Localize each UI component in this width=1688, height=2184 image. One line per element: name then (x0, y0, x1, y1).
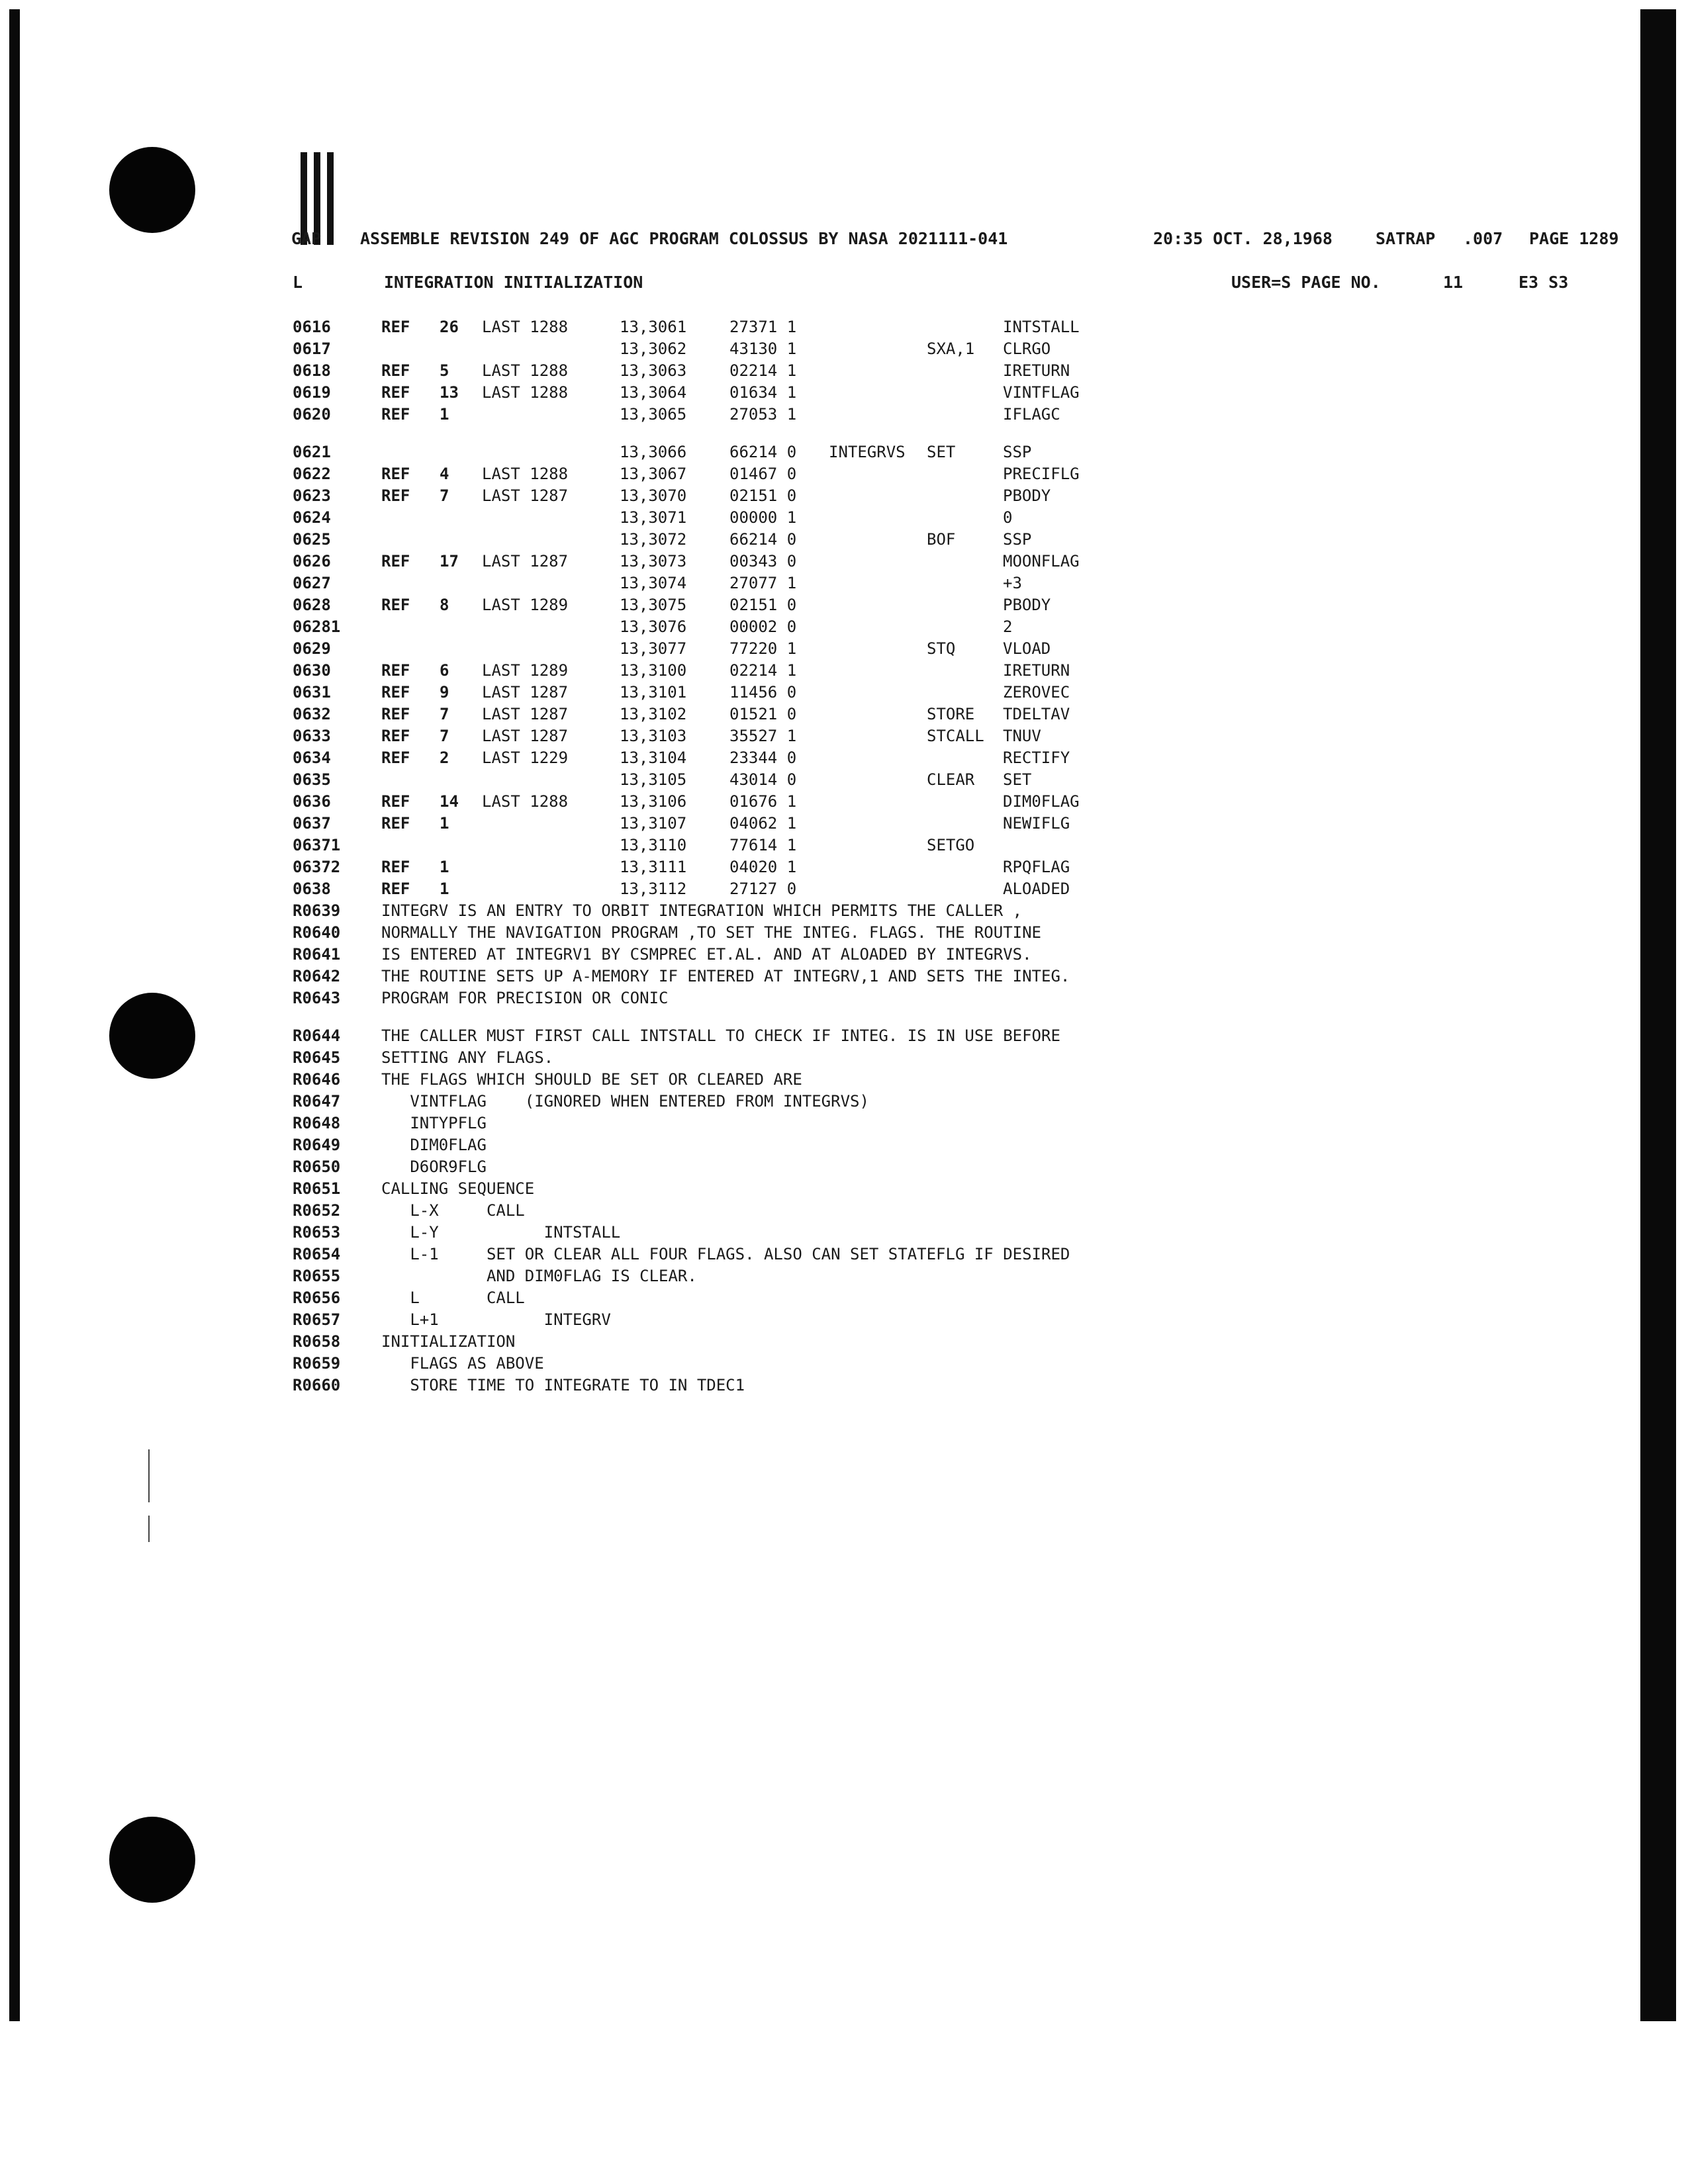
line-number: R0657 (293, 1310, 341, 1329)
last-ref: LAST 1287 (482, 552, 569, 570)
line-number: R0642 (293, 967, 341, 985)
line-number: R0651 (293, 1179, 341, 1198)
header-user: SATRAP (1376, 229, 1436, 248)
remark-row (291, 923, 1456, 945)
remark-row (291, 1332, 1456, 1354)
line-number: R0654 (293, 1245, 341, 1263)
address: 13,3064 (620, 383, 687, 402)
listing-row (291, 814, 1456, 836)
ref-count: 1 (440, 858, 449, 876)
octal-value: 77614 1 (729, 836, 797, 854)
line-number: 0632 (293, 705, 331, 723)
header-page: PAGE 1289 (1529, 229, 1619, 248)
remark-text: THE ROUTINE SETS UP A-MEMORY IF ENTERED AT INTEGRV,1 AND SETS THE INTEG. (381, 967, 1070, 985)
remark-text: VINTFLAG (IGNORED WHEN ENTERED FROM INTEGRVS) (381, 1092, 869, 1111)
address: 13,3070 (620, 486, 687, 505)
last-ref: LAST 1287 (482, 727, 569, 745)
line-number: 0634 (293, 749, 331, 767)
operand: VINTFLAG (1003, 383, 1080, 402)
listing-row (291, 770, 1456, 792)
operand: IFLAGC (1003, 405, 1060, 424)
listing-row (291, 727, 1456, 749)
ref-marker: REF (381, 552, 410, 570)
octal-value: 00343 0 (729, 552, 797, 570)
last-ref: LAST 1287 (482, 486, 569, 505)
ref-count: 7 (440, 727, 449, 745)
last-ref: LAST 1289 (482, 661, 569, 680)
remark-text: L-X CALL (381, 1201, 525, 1220)
listing-row (291, 617, 1456, 639)
operand: MOONFLAG (1003, 552, 1080, 570)
punch-hole-bottom (109, 1817, 195, 1903)
address: 13,3102 (620, 705, 687, 723)
last-ref: LAST 1229 (482, 749, 569, 767)
octal-value: 35527 1 (729, 727, 797, 745)
remark-text: L+1 INTEGRV (381, 1310, 611, 1329)
address: 13,3075 (620, 596, 687, 614)
listing-subheader (291, 273, 1635, 296)
ref-count: 1 (440, 814, 449, 833)
remark-text: STORE TIME TO INTEGRATE TO IN TDEC1 (381, 1376, 745, 1394)
remark-row (291, 989, 1456, 1011)
octal-value: 02151 0 (729, 486, 797, 505)
opcode: STCALL (927, 727, 984, 745)
ref-marker: REF (381, 705, 410, 723)
remark-row (291, 1179, 1456, 1201)
last-ref: LAST 1288 (482, 383, 569, 402)
section-title: INTEGRATION INITIALIZATION (384, 273, 643, 292)
remark-row (291, 1245, 1456, 1267)
line-number: R0655 (293, 1267, 341, 1285)
listing-row (291, 405, 1456, 427)
address: 13,3105 (620, 770, 687, 789)
remark-row (291, 1376, 1456, 1398)
line-number: 0623 (293, 486, 331, 505)
operand: ALOADED (1003, 880, 1070, 898)
scan-edge-left (9, 9, 20, 2021)
remark-row (291, 1114, 1456, 1136)
line-number: 0624 (293, 508, 331, 527)
ref-marker: REF (381, 880, 410, 898)
remark-row (291, 1354, 1456, 1376)
octal-value: 02214 1 (729, 661, 797, 680)
opcode: BOF (927, 530, 956, 549)
remark-text: CALLING SEQUENCE (381, 1179, 535, 1198)
address: 13,3100 (620, 661, 687, 680)
ref-count: 17 (440, 552, 459, 570)
listing-row (291, 683, 1456, 705)
address: 13,3076 (620, 617, 687, 636)
octal-value: 23344 0 (729, 749, 797, 767)
user-page-label: USER=S PAGE NO. (1231, 273, 1381, 292)
address: 13,3107 (620, 814, 687, 833)
line-number: 0617 (293, 340, 331, 358)
remark-row (291, 1026, 1456, 1048)
ref-count: 1 (440, 405, 449, 424)
listing-row (291, 705, 1456, 727)
ref-count: 4 (440, 465, 449, 483)
code-listing (291, 318, 1456, 1398)
opcode: CLEAR (927, 770, 975, 789)
operand: RECTIFY (1003, 749, 1070, 767)
octal-value: 77220 1 (729, 639, 797, 658)
address: 13,3073 (620, 552, 687, 570)
ref-marker: REF (381, 727, 410, 745)
line-number: 0637 (293, 814, 331, 833)
ref-count: 1 (440, 880, 449, 898)
listing-row (291, 836, 1456, 858)
address: 13,3103 (620, 727, 687, 745)
symbol-label: INTEGRVS (829, 443, 906, 461)
remark-row (291, 1070, 1456, 1092)
address: 13,3065 (620, 405, 687, 424)
line-number: R0652 (293, 1201, 341, 1220)
listing-header (291, 229, 1635, 253)
line-number: 0621 (293, 443, 331, 461)
operand: SSP (1003, 530, 1032, 549)
line-number: 0635 (293, 770, 331, 789)
remark-row (291, 1310, 1456, 1332)
ref-marker: REF (381, 749, 410, 767)
operand: PRECIFLG (1003, 465, 1080, 483)
address: 13,3067 (620, 465, 687, 483)
last-ref: LAST 1287 (482, 705, 569, 723)
line-number: 0630 (293, 661, 331, 680)
line-number: R0659 (293, 1354, 341, 1373)
operand: DIM0FLAG (1003, 792, 1080, 811)
ref-count: 13 (440, 383, 459, 402)
ref-marker: REF (381, 383, 410, 402)
listing-row (291, 661, 1456, 683)
last-ref: LAST 1289 (482, 596, 569, 614)
ref-marker: REF (381, 792, 410, 811)
opcode: SETGO (927, 836, 975, 854)
line-number: R0660 (293, 1376, 341, 1394)
operand: IRETURN (1003, 361, 1070, 380)
operand: NEWIFLG (1003, 814, 1070, 833)
octal-value: 01634 1 (729, 383, 797, 402)
scan-artifact (148, 1449, 150, 1502)
line-number: 0627 (293, 574, 331, 592)
address: 13,3106 (620, 792, 687, 811)
operand: 2 (1003, 617, 1013, 636)
opcode: STORE (927, 705, 975, 723)
line-number: 0638 (293, 880, 331, 898)
octal-value: 00000 1 (729, 508, 797, 527)
octal-value: 01521 0 (729, 705, 797, 723)
subheader-flag: L (293, 273, 303, 292)
remark-text: D6OR9FLG (381, 1158, 487, 1176)
operand: PBODY (1003, 596, 1051, 614)
header-title: ASSEMBLE REVISION 249 OF AGC PROGRAM COLOSSUS BY NASA 2021111-041 (360, 229, 1008, 248)
line-number: R0645 (293, 1048, 341, 1067)
listing-row (291, 792, 1456, 814)
listing-row (291, 552, 1456, 574)
line-number: 0625 (293, 530, 331, 549)
listing-row (291, 639, 1456, 661)
ref-marker: REF (381, 596, 410, 614)
listing-row (291, 383, 1456, 405)
address: 13,3111 (620, 858, 687, 876)
ref-count: 9 (440, 683, 449, 702)
listing-row (291, 340, 1456, 361)
ref-count: 2 (440, 749, 449, 767)
subheader-code: E3 S3 (1519, 273, 1569, 292)
line-number: 0622 (293, 465, 331, 483)
header-timestamp: 20:35 OCT. 28,1968 (1153, 229, 1333, 248)
address: 13,3062 (620, 340, 687, 358)
line-number: R0648 (293, 1114, 341, 1132)
address: 13,3071 (620, 508, 687, 527)
address: 13,3112 (620, 880, 687, 898)
listing-row (291, 361, 1456, 383)
ref-marker: REF (381, 661, 410, 680)
ref-marker: REF (381, 486, 410, 505)
remark-text: FLAGS AS ABOVE (381, 1354, 544, 1373)
remark-text: SETTING ANY FLAGS. (381, 1048, 554, 1067)
address: 13,3074 (620, 574, 687, 592)
line-number: 06372 (293, 858, 341, 876)
ref-count: 6 (440, 661, 449, 680)
line-number: 0616 (293, 318, 331, 336)
octal-value: 43014 0 (729, 770, 797, 789)
ref-count: 7 (440, 486, 449, 505)
octal-value: 02151 0 (729, 596, 797, 614)
line-number: R0646 (293, 1070, 341, 1089)
operand: TDELTAV (1003, 705, 1070, 723)
line-number: R0649 (293, 1136, 341, 1154)
octal-value: 27053 1 (729, 405, 797, 424)
last-ref: LAST 1288 (482, 792, 569, 811)
address: 13,3061 (620, 318, 687, 336)
remark-text: AND DIM0FLAG IS CLEAR. (381, 1267, 697, 1285)
remark-text: INTYPFLG (381, 1114, 487, 1132)
remark-text: THE FLAGS WHICH SHOULD BE SET OR CLEARED ARE (381, 1070, 802, 1089)
operand: IRETURN (1003, 661, 1070, 680)
line-number: 0620 (293, 405, 331, 424)
operand: 0 (1003, 508, 1013, 527)
remark-row (291, 1136, 1456, 1158)
header-code: .007 (1463, 229, 1503, 248)
line-number: 06371 (293, 836, 341, 854)
scan-edge-right (1640, 9, 1676, 2021)
remark-text: IS ENTERED AT INTEGRV1 BY CSMPREC ET.AL. AND AT ALOADED BY INTEGRVS. (381, 945, 1032, 964)
operand: ZEROVEC (1003, 683, 1070, 702)
ref-count: 5 (440, 361, 449, 380)
listing-row (291, 465, 1456, 486)
line-number: R0647 (293, 1092, 341, 1111)
ref-marker: REF (381, 465, 410, 483)
listing-row (291, 858, 1456, 880)
operand: TNUV (1003, 727, 1041, 745)
line-number: R0653 (293, 1223, 341, 1242)
listing-row (291, 596, 1456, 617)
octal-value: 04062 1 (729, 814, 797, 833)
remark-row (291, 1158, 1456, 1179)
opcode: STQ (927, 639, 956, 658)
line-number: R0656 (293, 1289, 341, 1307)
remark-row (291, 1267, 1456, 1289)
opcode: SXA,1 (927, 340, 975, 358)
listing-row (291, 443, 1456, 465)
ref-marker: REF (381, 361, 410, 380)
ref-count: 8 (440, 596, 449, 614)
octal-value: 27077 1 (729, 574, 797, 592)
remark-text: PROGRAM FOR PRECISION OR CONIC (381, 989, 669, 1007)
address: 13,3066 (620, 443, 687, 461)
listing-row (291, 318, 1456, 340)
octal-value: 66214 0 (729, 443, 797, 461)
line-number: R0641 (293, 945, 341, 964)
address: 13,3110 (620, 836, 687, 854)
listing-row (291, 508, 1456, 530)
octal-value: 43130 1 (729, 340, 797, 358)
last-ref: LAST 1288 (482, 465, 569, 483)
line-number: R0650 (293, 1158, 341, 1176)
octal-value: 01467 0 (729, 465, 797, 483)
octal-value: 66214 0 (729, 530, 797, 549)
remark-text: DIM0FLAG (381, 1136, 487, 1154)
line-number: 0626 (293, 552, 331, 570)
remark-text: INTEGRV IS AN ENTRY TO ORBIT INTEGRATION WHICH PERMITS THE CALLER , (381, 901, 1023, 920)
operand: RPQFLAG (1003, 858, 1070, 876)
remark-text: L-Y INTSTALL (381, 1223, 621, 1242)
remark-text: THE CALLER MUST FIRST CALL INTSTALL TO CHECK IF INTEG. IS IN USE BEFORE (381, 1026, 1060, 1045)
line-number: R0643 (293, 989, 341, 1007)
punch-hole-top (109, 147, 195, 233)
address: 13,3101 (620, 683, 687, 702)
ref-count: 26 (440, 318, 459, 336)
address: 13,3077 (620, 639, 687, 658)
line-number: 0631 (293, 683, 331, 702)
remark-row (291, 1289, 1456, 1310)
remark-row (291, 901, 1456, 923)
ref-marker: REF (381, 318, 410, 336)
line-number: R0639 (293, 901, 341, 920)
operand: SET (1003, 770, 1032, 789)
line-number: 0629 (293, 639, 331, 658)
operand: +3 (1003, 574, 1022, 592)
operand: CLRGO (1003, 340, 1051, 358)
ref-marker: REF (381, 814, 410, 833)
scan-artifact (148, 1516, 150, 1542)
punch-hole-middle (109, 993, 195, 1079)
octal-value: 00002 0 (729, 617, 797, 636)
line-number: R0640 (293, 923, 341, 942)
remark-text: NORMALLY THE NAVIGATION PROGRAM ,TO SET THE INTEG. FLAGS. THE ROUTINE (381, 923, 1041, 942)
line-number: R0658 (293, 1332, 341, 1351)
line-number: 0633 (293, 727, 331, 745)
line-number: 0636 (293, 792, 331, 811)
octal-value: 04020 1 (729, 858, 797, 876)
line-number: 06281 (293, 617, 341, 636)
last-ref: LAST 1287 (482, 683, 569, 702)
ref-marker: REF (381, 405, 410, 424)
ref-marker: REF (381, 683, 410, 702)
octal-value: 11456 0 (729, 683, 797, 702)
octal-value: 02214 1 (729, 361, 797, 380)
address: 13,3104 (620, 749, 687, 767)
remark-row (291, 1201, 1456, 1223)
header-mark: GAP (291, 229, 322, 248)
last-ref: LAST 1288 (482, 361, 569, 380)
operand: PBODY (1003, 486, 1051, 505)
address: 13,3063 (620, 361, 687, 380)
remark-row (291, 1048, 1456, 1070)
operand: VLOAD (1003, 639, 1051, 658)
line-number: 0618 (293, 361, 331, 380)
listing-row (291, 880, 1456, 901)
last-ref: LAST 1288 (482, 318, 569, 336)
remark-row (291, 1092, 1456, 1114)
listing-row (291, 486, 1456, 508)
remark-row (291, 945, 1456, 967)
remark-text: INITIALIZATION (381, 1332, 516, 1351)
ref-count: 14 (440, 792, 459, 811)
line-number: R0644 (293, 1026, 341, 1045)
operand: INTSTALL (1003, 318, 1080, 336)
user-page-number: 11 (1443, 273, 1464, 292)
octal-value: 27371 1 (729, 318, 797, 336)
listing-row (291, 574, 1456, 596)
remark-text: L CALL (381, 1289, 525, 1307)
listing-row (291, 530, 1456, 552)
octal-value: 27127 0 (729, 880, 797, 898)
remark-text: L-1 SET OR CLEAR ALL FOUR FLAGS. ALSO CAN SET STATEFLG IF DESIRED (381, 1245, 1070, 1263)
remark-row (291, 967, 1456, 989)
listing-row (291, 749, 1456, 770)
line-number: 0619 (293, 383, 331, 402)
address: 13,3072 (620, 530, 687, 549)
opcode: SET (927, 443, 956, 461)
ref-marker: REF (381, 858, 410, 876)
octal-value: 01676 1 (729, 792, 797, 811)
remark-row (291, 1223, 1456, 1245)
operand: SSP (1003, 443, 1032, 461)
ref-count: 7 (440, 705, 449, 723)
line-number: 0628 (293, 596, 331, 614)
